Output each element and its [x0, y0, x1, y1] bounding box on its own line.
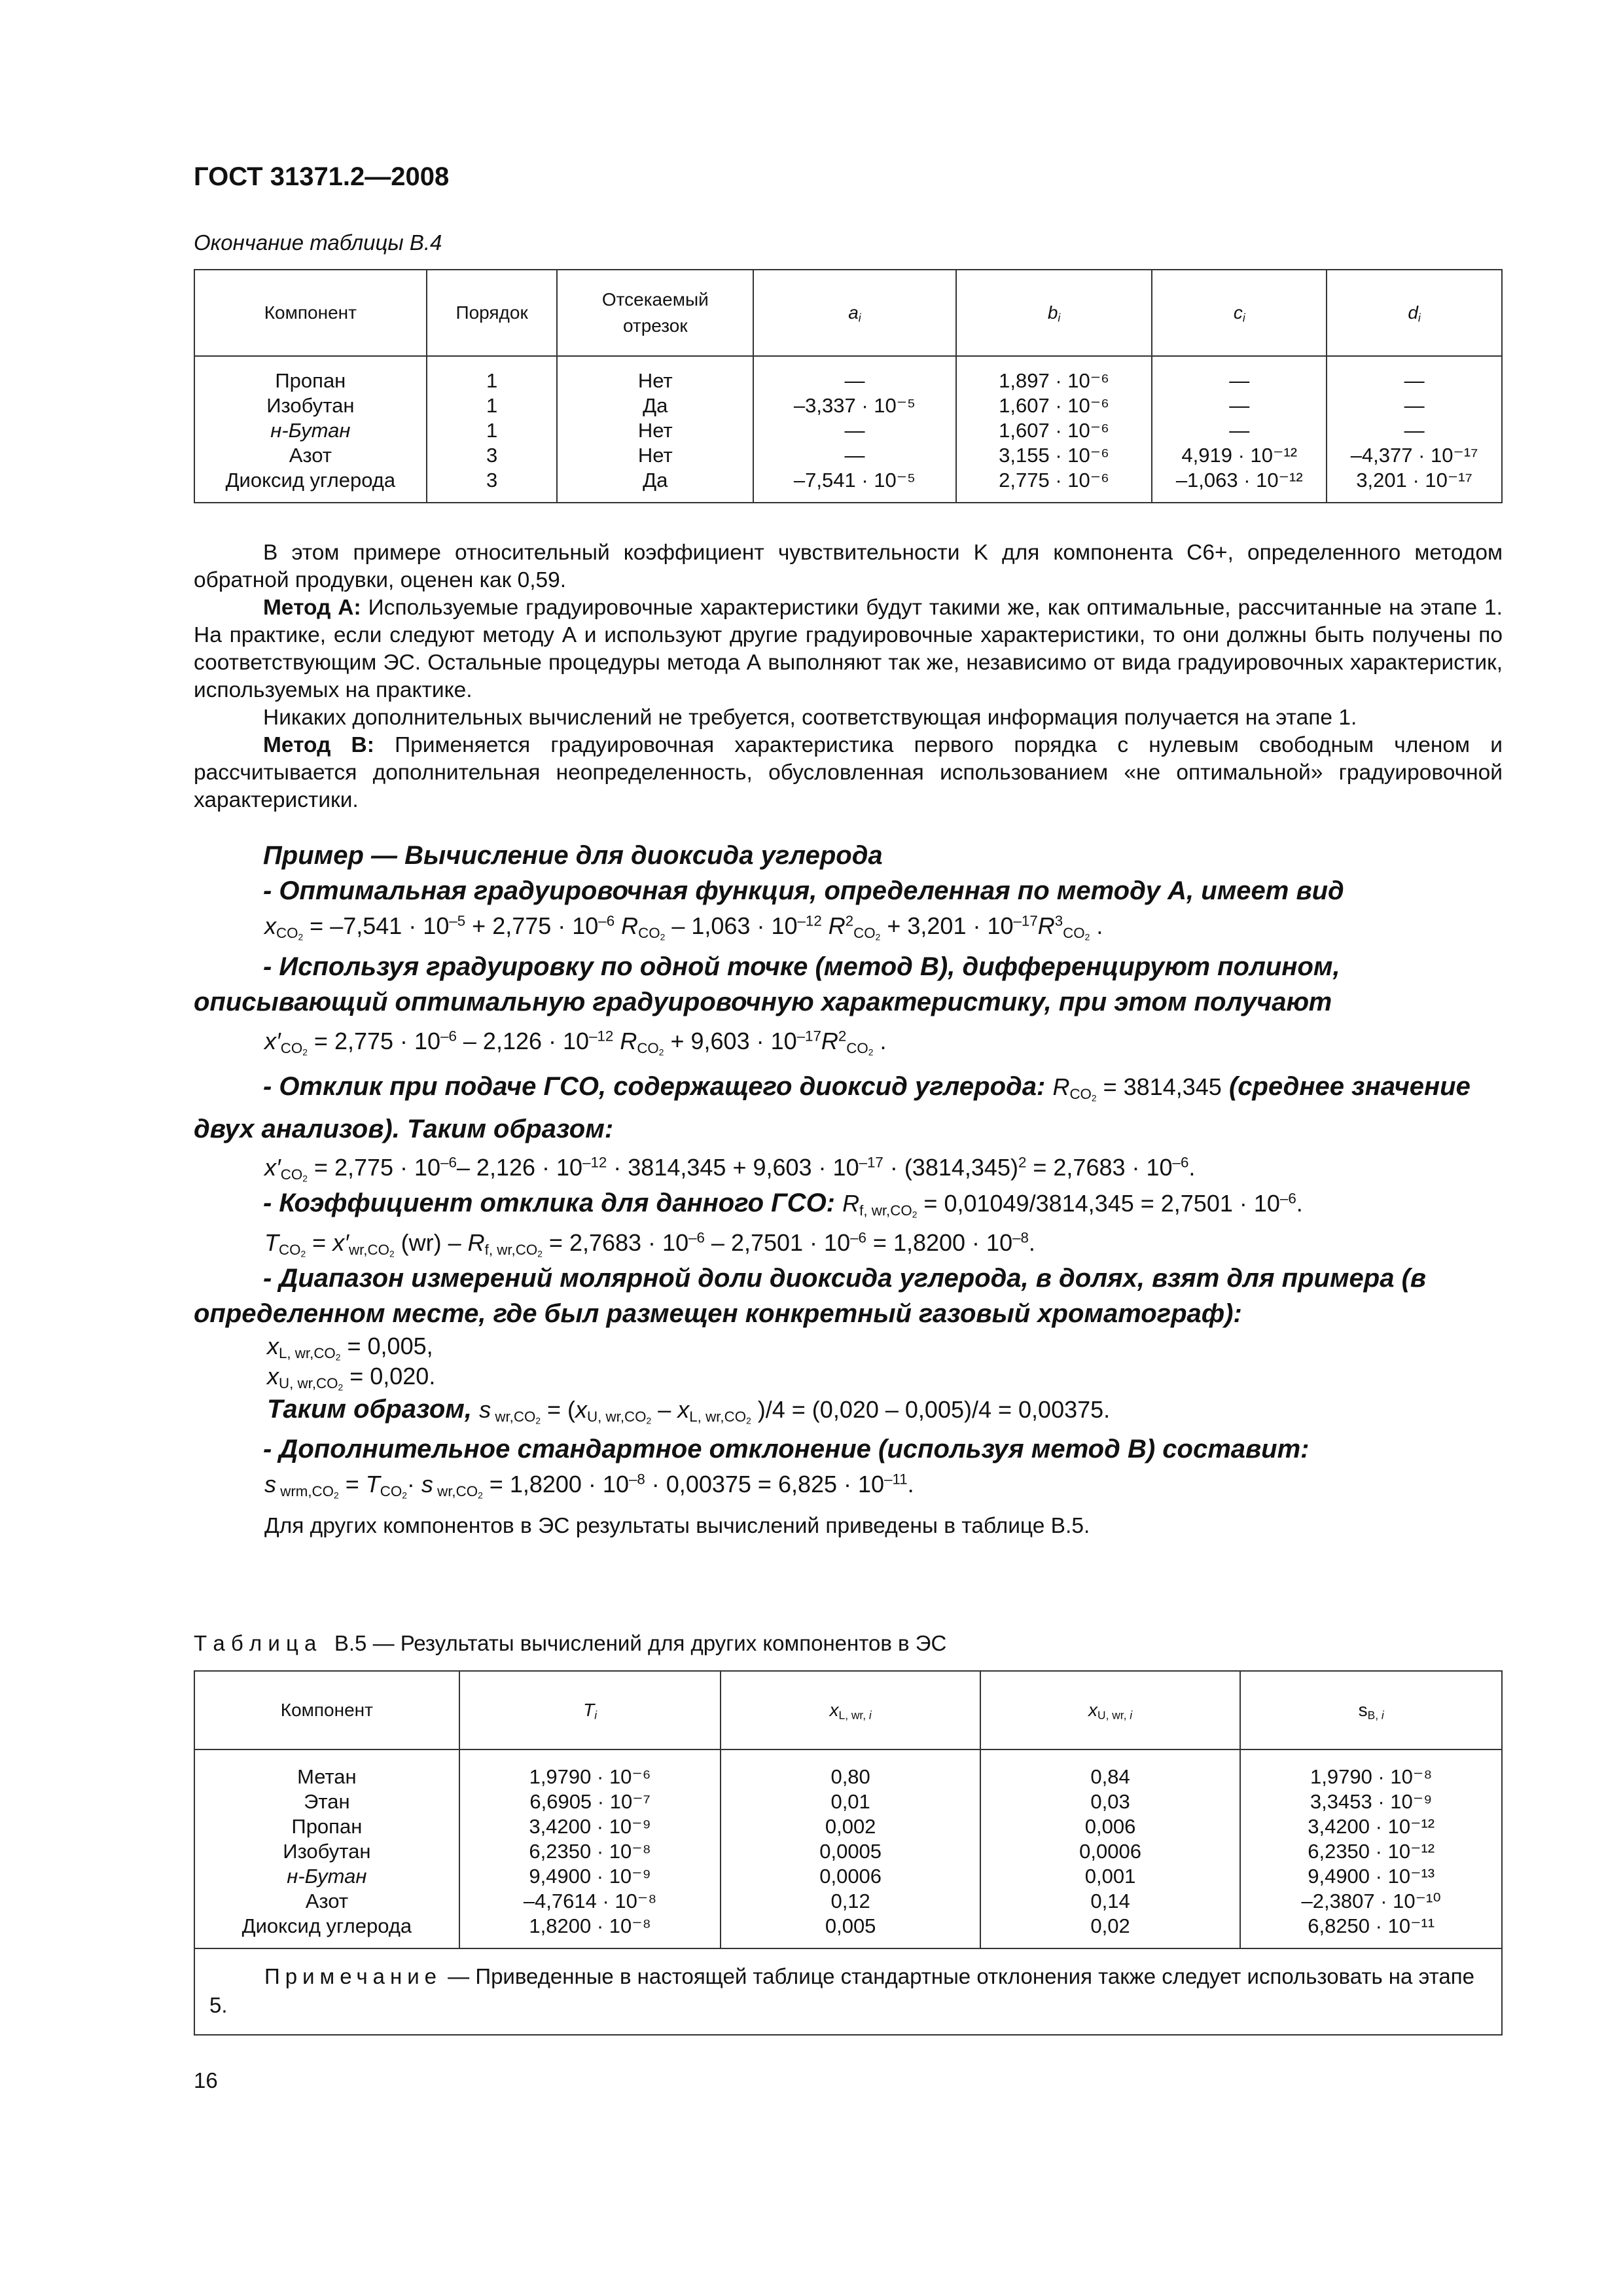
table-note — [194, 1948, 1502, 2035]
cell-value: 1,8200 · 10⁻⁸ — [529, 1914, 651, 1937]
cell-value: Изобутан — [283, 1840, 371, 1863]
example-block — [194, 838, 1503, 1544]
table-b5-header-cell: $s_{B, i}$ — [1240, 1671, 1502, 1749]
note-label: Примечание — [264, 1964, 442, 1988]
cell-value: 6,6905 · 10⁻⁷ — [529, 1790, 651, 1813]
header-d: d — [1408, 302, 1418, 323]
cell-value: 0,03 — [1090, 1790, 1130, 1813]
example-line-text: - Коэффициент отклика для данного ГСО: — [263, 1189, 836, 1217]
cell-value: 1,9790 · 10⁻⁸ — [1310, 1765, 1433, 1788]
table-b4-header-cell: $b_i$ — [956, 270, 1152, 356]
cell-value: 9,4900 · 10⁻¹³ — [1308, 1865, 1435, 1888]
example-title: Пример — Вычисление для диоксида углерода — [263, 841, 883, 870]
cell-value: –4,377 · 10⁻¹⁷ — [1350, 444, 1478, 467]
example-line-text: - Отклик при подаче ГСО, содержащего диоксид углерода: — [263, 1072, 1046, 1101]
table-b5-caption: Т а б л и ц а В.5 — Результаты вычислений для других компонентов в ЭС — [194, 1631, 947, 1655]
cell-value: 0,84 — [1090, 1765, 1130, 1788]
cell-value: Изобутан — [266, 394, 355, 417]
method-b-label: Метод В: — [263, 733, 374, 757]
cell-value: 0,006 — [1084, 1815, 1136, 1838]
cell-value: Азот — [305, 1890, 349, 1912]
example-line: - Оптимальная градуировочная функция, определенная по методу А, имеет вид — [263, 876, 1344, 905]
cell-value: Азот — [289, 444, 332, 467]
cell-value: 1,607 · 10⁻⁶ — [999, 394, 1109, 417]
table-b5-header-cell: $x_{L, wr, i}$ — [721, 1671, 980, 1749]
cell-value: 1 — [486, 419, 498, 442]
formula-t: $T_{CO_2} = x'_{wr,CO_2}$ $(wr) - R_{f, wr,CO_2} = 2,7683 \cdot 10^{-6} - 2,7501 \cdot 10^{-6} = 1,8200 \cdot 10^{-8}$. — [264, 1229, 1035, 1259]
table-b5 — [194, 1670, 1503, 2036]
cell-value: Нет — [637, 369, 673, 392]
formula-xu: $x_{U, wr,CO_2} = 0,020$. — [267, 1363, 436, 1393]
cell-value: 0,001 — [1084, 1865, 1136, 1888]
formula-optimal: $x_{CO_2} = -7,541 \cdot 10^{-5} + 2,775 \cdot 10^{-6}$ $R_{CO_2} - 1,063 \cdot 10^{-12}$ $R^2_{CO_2} + 3,201 \cdot 10^{-17}R^3_{CO_2}$ . — [264, 912, 1103, 942]
table-cell — [753, 356, 956, 503]
example-line: Таким образом, s $_{wr,CO_2} = (x_{U, wr,CO_2} - x_{L, wr,CO_2}$ )/4 = (0,020 – 0,005)/4 = 0,00375. — [267, 1395, 1111, 1426]
cell-value: 4,919 · 10⁻¹² — [1181, 444, 1298, 467]
cell-value: Нет — [637, 444, 673, 467]
cell-value: 0,01 — [830, 1790, 870, 1813]
cell-value: Нет — [637, 419, 673, 442]
formula-xl: $x_{L, wr,CO_2} = 0,005$, — [267, 1333, 433, 1363]
cell-value: 3,155 · 10⁻⁶ — [999, 444, 1109, 467]
table-row — [194, 1749, 1502, 1948]
table-b4-header-cell: $d_i$ — [1327, 270, 1502, 356]
table-b4-header-row — [194, 270, 1502, 356]
table-b5-header-cell: Компонент — [194, 1671, 459, 1749]
table-b4 — [194, 269, 1503, 503]
cell-value: 0,80 — [830, 1765, 870, 1788]
cell-value: 1 — [486, 394, 498, 417]
note-text: — Приведенные в настоящей таблице стандартные отклонения также следует использовать на этапе 5. — [209, 1964, 1474, 2017]
cell-value: 1,607 · 10⁻⁶ — [999, 419, 1109, 442]
cell-value: 3,201 · 10⁻¹⁷ — [1356, 469, 1472, 492]
cell-value: 9,4900 · 10⁻⁹ — [529, 1865, 651, 1888]
cell-value: 2,775 · 10⁻⁶ — [999, 469, 1109, 492]
cell-value: 3,4200 · 10⁻¹² — [1308, 1815, 1435, 1838]
table-b4-header-cell: Компонент — [194, 270, 427, 356]
table-b4-header-cell: $c_i$ — [1152, 270, 1327, 356]
table-cell — [427, 356, 558, 503]
example-line-text: (среднее значение двух анализов). Таким образом: — [194, 1072, 1471, 1143]
cell-value: — — [1404, 369, 1425, 392]
table-b4-header-cell — [557, 270, 753, 356]
example-line — [194, 949, 1503, 1020]
cell-value: 3,3453 · 10⁻⁹ — [1310, 1790, 1433, 1813]
cell-value: 3,4200 · 10⁻⁹ — [529, 1815, 651, 1838]
cell-value: — — [1404, 419, 1425, 442]
cell-value: н-Бутан — [287, 1865, 367, 1888]
cell-value: –1,063 · 10⁻¹² — [1175, 469, 1303, 492]
cell-value: 1,897 · 10⁻⁶ — [999, 369, 1109, 392]
cell-value: 0,14 — [1090, 1890, 1130, 1912]
table-b5-header-cell: $T_i$ — [459, 1671, 721, 1749]
table-cell — [459, 1749, 721, 1948]
document-header: ГОСТ 31371.2—2008 — [194, 162, 450, 191]
closing-text: Для других компонентов в ЭС результаты вычислений приведены в таблице В.5. — [264, 1514, 1090, 1538]
cell-value: Диоксид углерода — [241, 1914, 412, 1937]
table-cell — [557, 356, 753, 503]
cell-value: Пропан — [275, 369, 346, 392]
cell-value: 3 — [486, 444, 498, 467]
cell-value: н-Бутан — [270, 419, 351, 442]
table-cell — [194, 356, 427, 503]
table-cell — [1152, 356, 1327, 503]
table-cell — [1327, 356, 1502, 503]
cell-value: Да — [643, 469, 668, 492]
page-number: 16 — [194, 2068, 218, 2092]
table-row — [194, 356, 1502, 503]
formula-swrm: s $_{wrm,CO_2} = T_{CO_2}\cdot s$ $_{wr,CO_2} = 1,8200 \cdot 10^{-8} \cdot 0,00375 = 6,825 \cdot 10^{-11}$. — [264, 1471, 914, 1501]
paragraph-text: Используемые градуировочные характеристики будут такими же, как оптимальные, рассчитанные на этапе 1. На практике, если следуют методу А и используют другие градуировочные характеристики, то они должны быть получены по соответствующим ЭС. Остальные процедуры метода А выполняют так же, независимо от вида градуировочных характеристик, используемых на практике. — [194, 596, 1503, 702]
cell-value: 0,0006 — [1079, 1840, 1141, 1863]
table-b5-header-cell: $x_{U, wr, i}$ — [980, 1671, 1240, 1749]
cell-value: Пропан — [291, 1815, 363, 1838]
formula-derivative-value: $x'_{CO_2} = 2,775 \cdot 10^{-6}-$ $2,126 \cdot 10^{-12} \cdot 3814,345 + 9,603 \cdot 10^{-17} \cdot (3814,345)^2 = 2,7683 \cdot 10^{-6}$. — [264, 1154, 1196, 1184]
table-b5-header-row — [194, 1671, 1502, 1749]
table-cell — [721, 1749, 980, 1948]
cell-value: –2,3807 · 10⁻¹⁰ — [1301, 1890, 1441, 1912]
cell-value: 0,0006 — [819, 1865, 882, 1888]
example-line: - Дополнительное стандартное отклонение (используя метод В) составит: — [263, 1435, 1310, 1463]
cell-value: 0,02 — [1090, 1914, 1130, 1937]
table-cell — [956, 356, 1152, 503]
cell-value: — — [1229, 394, 1250, 417]
paragraph: Никаких дополнительных вычислений не требуется, соответствующая информация получается на этапе 1. — [263, 706, 1357, 730]
cell-value: — — [1229, 369, 1250, 392]
cell-value: — — [844, 444, 865, 467]
table-b4-header-cell: Порядок — [427, 270, 558, 356]
cell-value: — — [844, 419, 865, 442]
example-line-text: - Используя градуировку по одной точке (метод В), дифференцируют полином, описывающий оптимальную градуировочную характеристику, при этом получают — [194, 952, 1340, 1016]
cell-value: –3,337 · 10⁻⁵ — [793, 394, 916, 417]
response-value: = 3814,345 — [1103, 1073, 1222, 1100]
cell-value: 0,002 — [825, 1815, 876, 1838]
formula-derivative: $x'_{CO_2} = 2,775 \cdot 10^{-6} - 2,126 \cdot 10^{-12}$ $R_{CO_2} + 9,603 \cdot 10^{-17}R^2_{CO_2}$ . — [264, 1028, 887, 1058]
table-cell — [194, 1749, 459, 1948]
cell-value: 0,12 — [830, 1890, 870, 1912]
header-a: a — [848, 302, 859, 323]
paragraph — [194, 594, 1503, 704]
paragraph: В этом примере относительный коэффициент чувствительности K для компонента C6+, определенного методом обратной продувки, оценен как 0,59. — [194, 541, 1503, 592]
example-line-text: Таким образом, — [267, 1395, 472, 1424]
cell-value: Да — [643, 394, 668, 417]
paragraph — [194, 732, 1503, 814]
cell-value: Метан — [297, 1765, 357, 1788]
cell-value: 6,2350 · 10⁻¹² — [1308, 1840, 1435, 1863]
cell-value: –4,7614 · 10⁻⁸ — [523, 1890, 657, 1912]
header-c: c — [1233, 302, 1243, 323]
cell-value: — — [1229, 419, 1250, 442]
cell-value: 1,9790 · 10⁻⁶ — [529, 1765, 651, 1788]
example-line: - Отклик при подаче ГСО, содержащего диоксид углерода: $R_{CO_2} = 3814,345$ (среднее значение двух анализов). Таким образом: — [194, 1072, 1471, 1143]
cell-value: Диоксид углерода — [225, 469, 396, 492]
cell-value: — — [844, 369, 865, 392]
cell-value: Этан — [304, 1790, 350, 1813]
cell-value: 3 — [486, 469, 498, 492]
cell-value: 0,0005 — [819, 1840, 882, 1863]
table-note-row — [194, 1948, 1502, 2035]
header-cell-text: Отсекаемый отрезок — [601, 289, 709, 336]
method-a-label: Метод А: — [263, 596, 361, 620]
cell-value: 6,8250 · 10⁻¹¹ — [1308, 1914, 1435, 1937]
cell-value: 1 — [486, 369, 498, 392]
paragraph-text: Применяется градуировочная характеристика первого порядка с нулевым свободным членом и рассчитывается дополнительная неопределенность, обусловленная использованием «не оптимальной» градуировочной характеристики. — [194, 733, 1503, 812]
cell-value: 0,005 — [825, 1914, 876, 1937]
table-cell — [980, 1749, 1240, 1948]
body-text — [194, 539, 1503, 814]
example-line: - Коэффициент отклика для данного ГСО: $R_{f, wr,CO_2} = 0,01049/3814,345 = 2,7501 \cdot 10^{-6}$. — [263, 1189, 1303, 1220]
table-cell — [1240, 1749, 1502, 1948]
table-b4-caption: Окончание таблицы В.4 — [194, 230, 442, 255]
example-line: - Диапазон измерений молярной доли диоксида углерода, в долях, взят для примера (в определенном месте, где был размещен конкретный газовый хроматограф): — [194, 1264, 1427, 1328]
table-b4-header-cell: $a_i$ — [753, 270, 956, 356]
cell-value: 6,2350 · 10⁻⁸ — [529, 1840, 651, 1863]
cell-value: — — [1404, 394, 1425, 417]
header-b: b — [1047, 302, 1058, 323]
header-t: T — [583, 1700, 595, 1720]
cell-value: –7,541 · 10⁻⁵ — [793, 469, 916, 492]
